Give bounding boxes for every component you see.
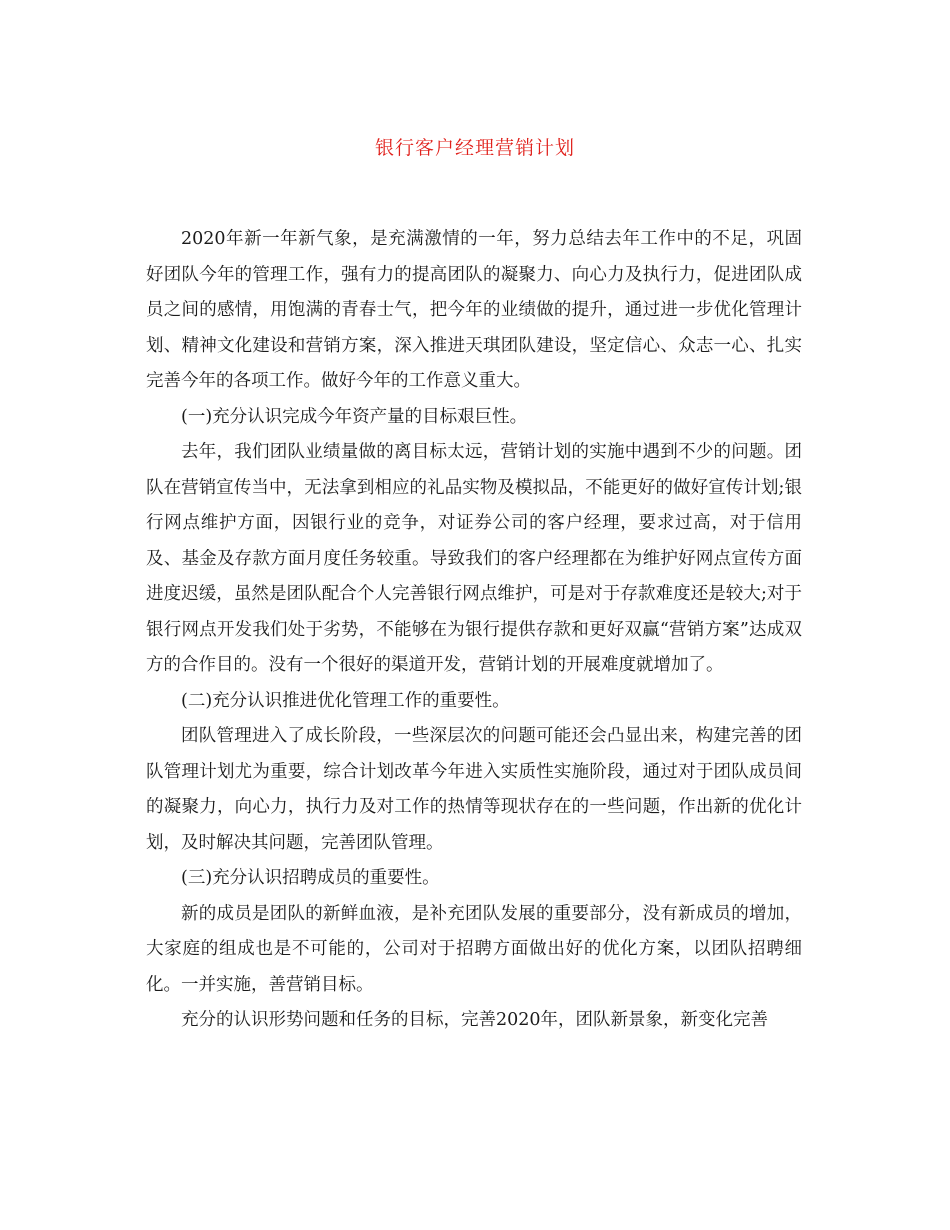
paragraph-section-3: 新的成员是团队的新鲜血液，是补充团队发展的重要部分，没有新成员的增加，大家庭的组成也是不可能的，公司对于招聘方面做出好的优化方案，以团队招聘细化。一并实施，善营销目标。: [146, 903, 802, 995]
paragraph-section-1: 去年，我们团队业绩量做的离目标太远，营销计划的实施中遇到不少的问题。团队在营销宣传当中，无法拿到相应的礼品实物及模拟品，不能更好的做好宣传计划;银行网点维护方面，因银行业的竞争，对证券公司的客户经理，要求过高，对于信用及、基金及存款方面月度任务较重。导致我们的客户经理都在为维护好网点宣传方面进度迟缓，虽然是团队配合个人完善银行网点维护，可是对于存款难度还是较大;对于银行网点开发我们处于劣势，不能够在为银行提供存款和更好双赢“营销方案”达成双方的合作目的。没有一个很好的渠道开发，营销计划的开展难度就增加了。: [146, 442, 802, 675]
section-heading-1: (一)充分认识完成今年资产量的目标艰巨性。: [181, 406, 528, 427]
document-title: 银行客户经理营销计划: [374, 137, 575, 159]
section-heading-3: (三)充分认识招聘成员的重要性。: [181, 868, 440, 888]
section-heading-2: (二)充分认识推进优化管理工作的重要性。: [181, 690, 510, 711]
paragraph-section-2: 团队管理进入了成长阶段，一些深层次的问题可能还会凸显出来，构建完善的团队管理计划尤为重要，综合计划改革今年进入实质性实施阶段，通过对于团队成员间的凝聚力，向心力，执行力及对工作的热情等现状存在的一些问题，作出新的优化计划，及时解决其问题，完善团队管理。: [146, 726, 802, 853]
document-body: [146, 222, 802, 1039]
paragraph-intro: 2020年新一年新气象，是充满激情的一年，努力总结去年工作中的不足，巩固好团队今年的管理工作，强有力的提高团队的凝聚力、向心力及执行力，促进团队成员之间的感情，用饱满的青春士气，把今年的业绩做的提升，通过进一步优化管理计划、精神文化建设和营销方案，深入推进天琪团队建设，坚定信心、众志一心、扎实完善今年的各项工作。做好今年的工作意义重大。: [146, 229, 802, 391]
paragraph-closing: 充分的认识形势问题和任务的目标，完善2020年，团队新景象，新变化完善: [181, 1010, 769, 1030]
